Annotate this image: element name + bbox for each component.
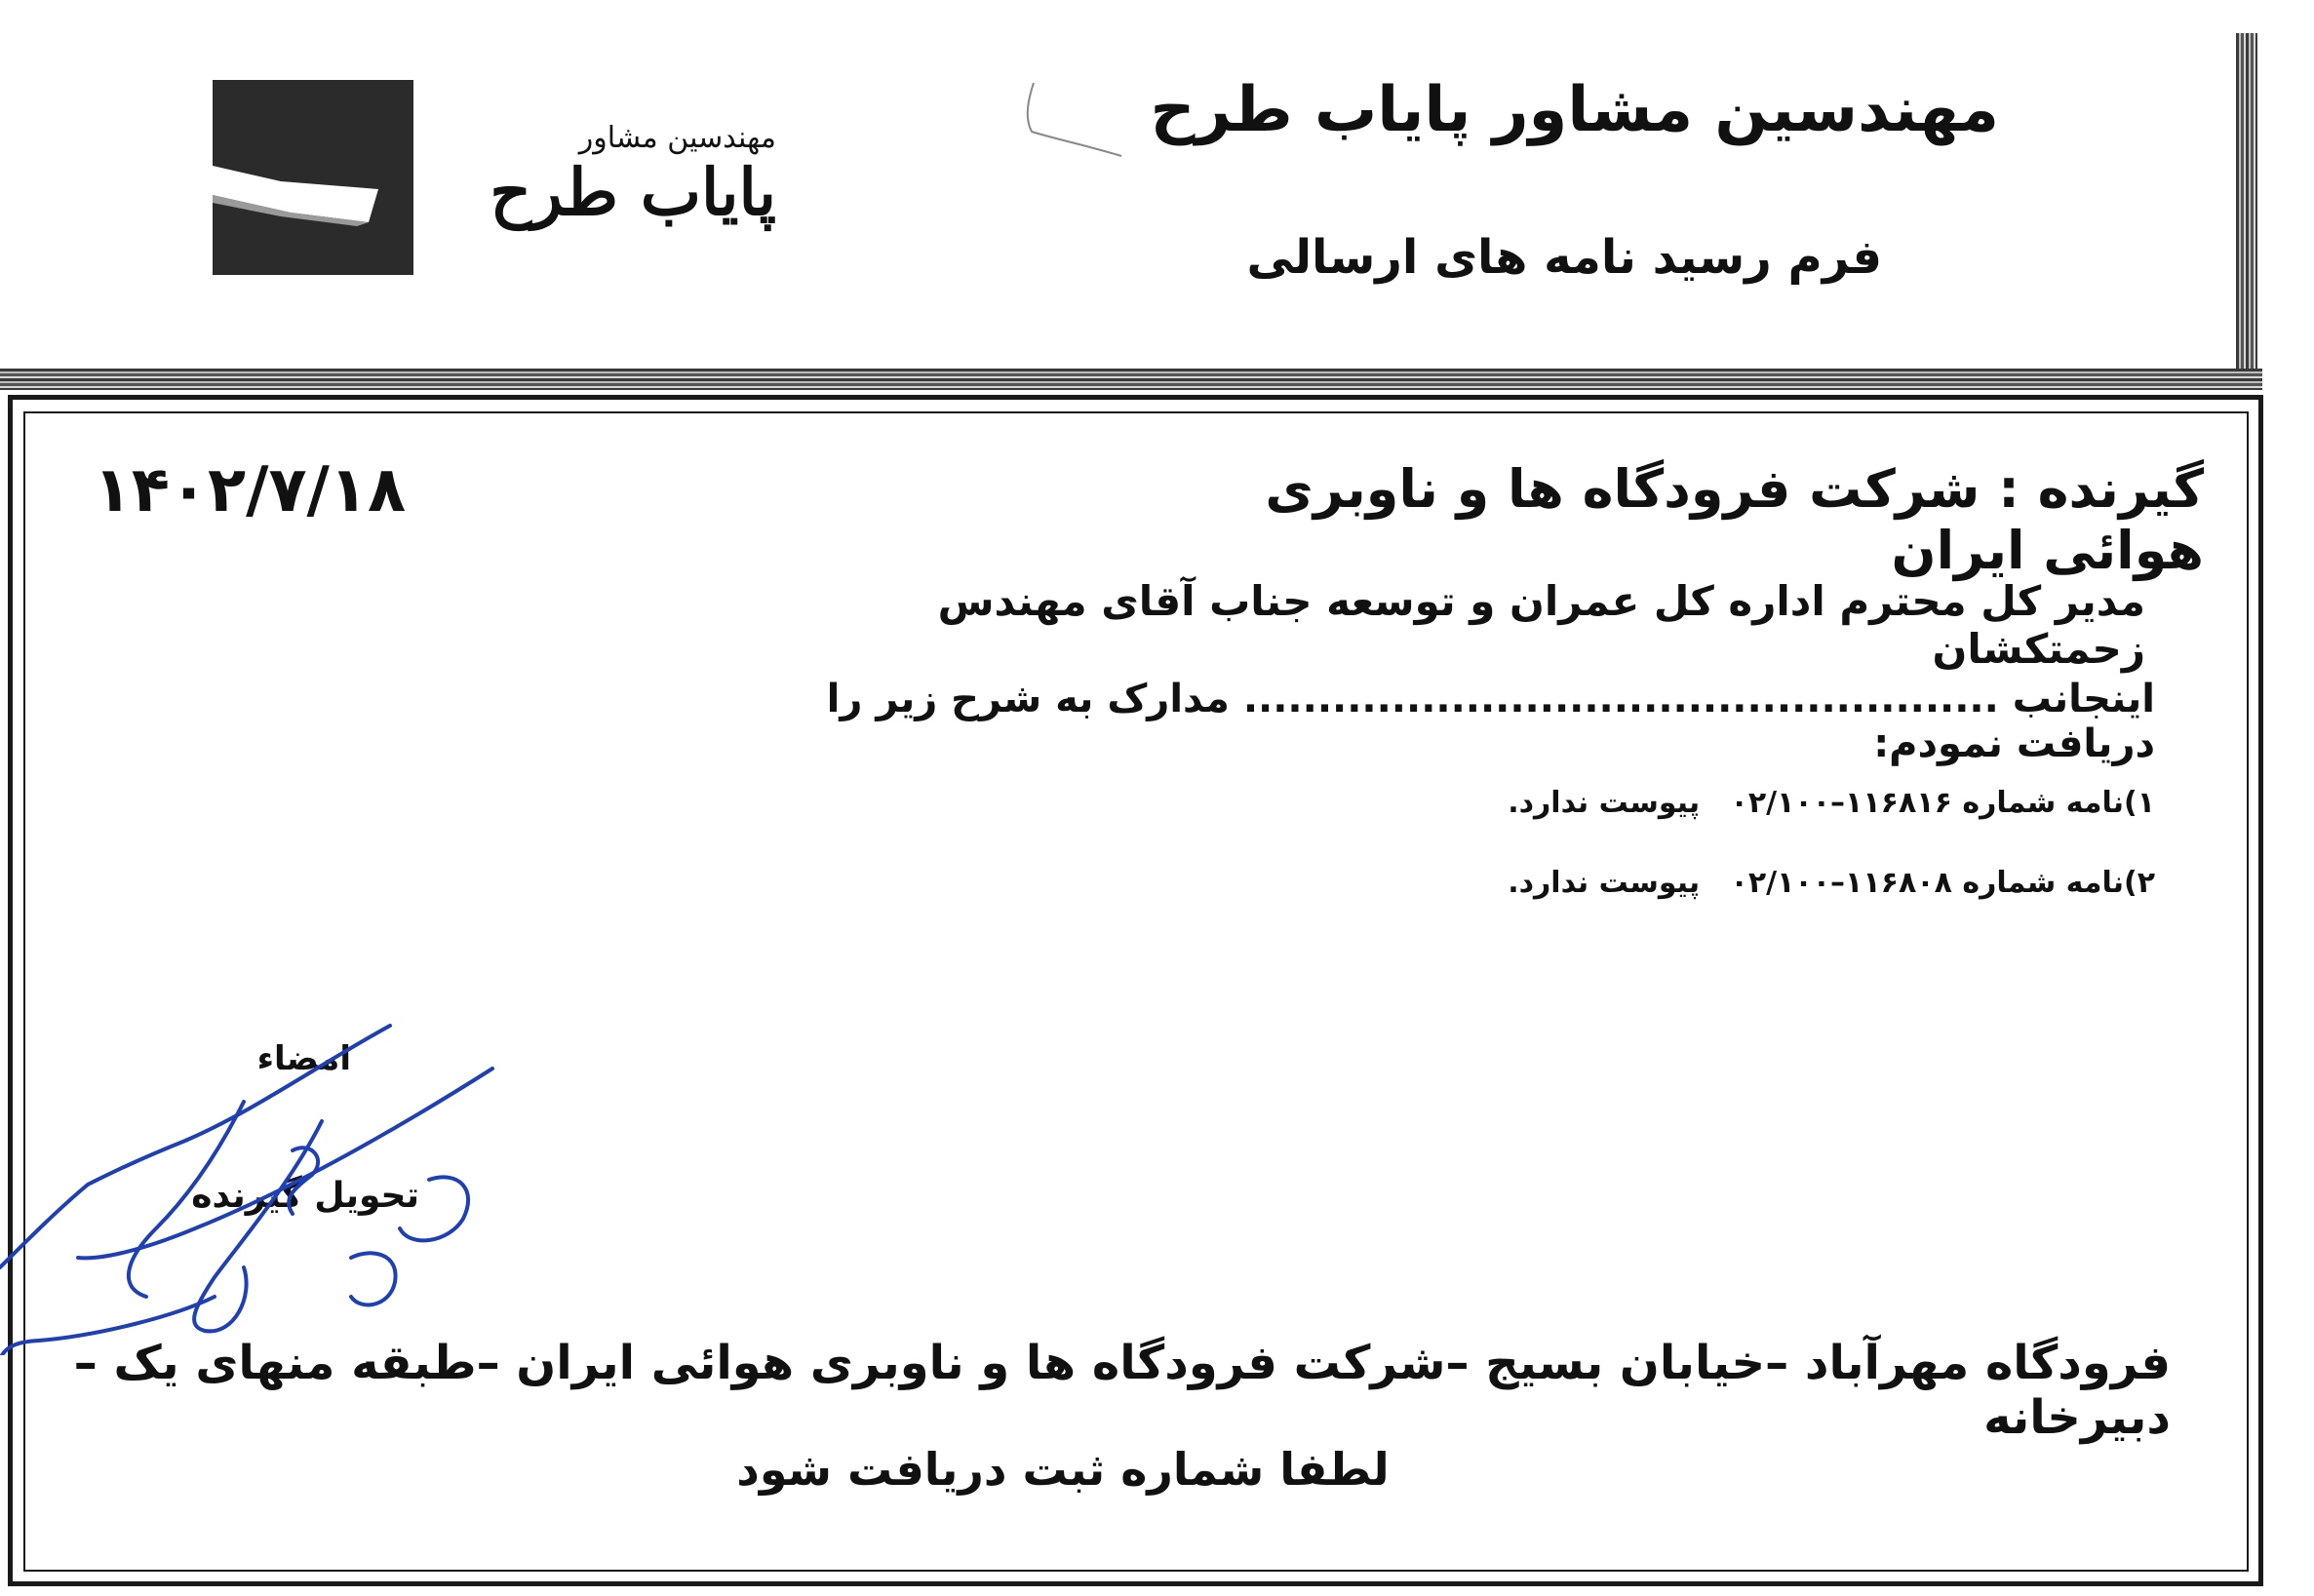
form-title: فرم رسید نامه های ارسالی bbox=[1246, 230, 1882, 285]
letter-date: ۱۴۰۲/۷/۱۸ bbox=[93, 454, 406, 526]
logo-mark bbox=[213, 80, 413, 275]
scan-mark-icon bbox=[1014, 78, 1131, 166]
footer-note: لطفا شماره ثبت دریافت شود bbox=[736, 1443, 1390, 1496]
signature-label: امضاء bbox=[256, 1039, 351, 1078]
logo-name: پایاب طرح bbox=[490, 154, 776, 230]
receipt-statement: اینجانب ................................................... مدارک به شرح زیر را دریافت نمودم: bbox=[826, 677, 2155, 766]
logo-subtitle: مهندسین مشاور bbox=[578, 121, 776, 155]
letter-item: ۱)نامه شماره ۱۱۶۸۱۶–۰۲/۱۰۰ پیوست ندارد. bbox=[1508, 786, 2155, 820]
recipient-line: گیرنده : شرکت فرودگاه ها و ناوبری هوائی ایران bbox=[1265, 458, 2204, 581]
page-edge-right bbox=[2236, 33, 2257, 379]
footer-address: فرودگاه مهرآباد –خیابان بسیج –شرکت فرودگاه ها و ناوبری هوائی ایران –طبقه منهای یک –دبیرخانه bbox=[73, 1336, 2171, 1445]
addressee-line: مدیر کل محترم اداره کل عمران و توسعه جناب آقای مهندس زحمتکشان bbox=[937, 577, 2145, 673]
page-edge-bottom bbox=[0, 369, 2262, 390]
receiver-label: تحویل گیرنده bbox=[191, 1176, 419, 1216]
logo-stripe-icon bbox=[213, 80, 413, 275]
letter-item: ۲)نامه شماره ۱۱۶۸۰۸–۰۲/۱۰۰ پیوست ندارد. bbox=[1508, 866, 2155, 900]
company-title: مهندسین مشاور پایاب طرح bbox=[1150, 74, 1999, 146]
handwritten-signature bbox=[0, 1004, 546, 1355]
